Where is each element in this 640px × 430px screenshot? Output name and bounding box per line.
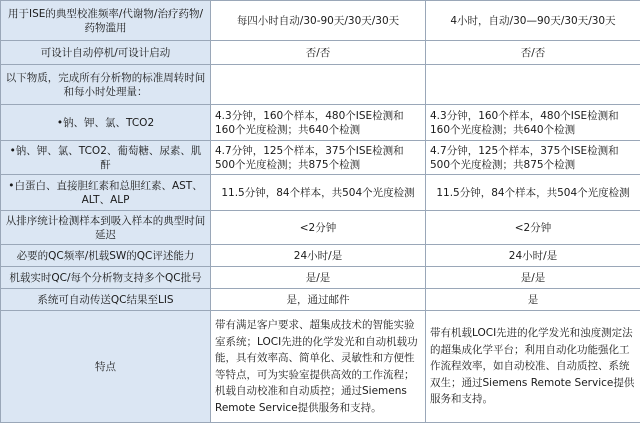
cell-col2: 是/是	[426, 267, 640, 289]
table-row	[1, 311, 640, 423]
row-label: •白蛋白、直接胆红素和总胆红素、AST、ALT、ALP	[1, 175, 211, 211]
cell-col2: 4小时，自动/30—90天/30天/30天	[426, 1, 640, 41]
table-row	[1, 267, 640, 289]
row-label: 必要的QC频率/机载SW的QC评述能力	[1, 245, 211, 267]
cell-col2: 4.7分钟，125个样本，375个ISE检测和500个光度检测；共875个检测	[426, 141, 640, 175]
cell-col1: 24小时/是	[211, 245, 426, 267]
table-row	[1, 245, 640, 267]
cell-col1: <2分钟	[211, 211, 426, 245]
row-label: •钠、钾、氯、TCO2	[1, 105, 211, 141]
table-row	[1, 175, 640, 211]
cell-col2: <2分钟	[426, 211, 640, 245]
table-row	[1, 41, 640, 65]
cell-col2: 11.5分钟，84个样本，共504个光度检测	[426, 175, 640, 211]
row-label: 从排序统计检测样本到吸入样本的典型时间延迟	[1, 211, 211, 245]
table-row	[1, 289, 640, 311]
table-row	[1, 65, 640, 105]
cell-col2: 是	[426, 289, 640, 311]
cell-col2: 4.3分钟，160个样本，480个ISE检测和160个光度检测；共640个检测	[426, 105, 640, 141]
cell-col2: 带有机载LOCI先进的化学发光和浊度测定法的超集成化学平台；利用自动化功能强化工作流程效率，如自动校准、自动质控、系统双生；通过Siemens Remote Service提供服务和支持。	[426, 311, 640, 423]
row-label: 可设计自动停机/可设计启动	[1, 41, 211, 65]
row-label: 系统可自动传送QC结果至LIS	[1, 289, 211, 311]
table-row	[1, 1, 640, 41]
cell-col1: 每四小时自动/30-90天/30天/30天	[211, 1, 426, 41]
row-label: •钠、钾、氯、TCO2、葡萄糖、尿素、肌酐	[1, 141, 211, 175]
cell-col2: 24小时/是	[426, 245, 640, 267]
table-row	[1, 141, 640, 175]
row-label: 以下物质，完成所有分析物的标准周转时间和每小时处理量：	[1, 65, 211, 105]
table-row	[1, 211, 640, 245]
cell-col1: 带有满足客户要求、超集成技术的智能实验室系统；LOCI先进的化学发光和自动机载功能，具有效率高、简单化、灵敏性和方便性等特点，可为实验室提供高效的工作流程；机载自动校准和自动质控；通过Siemens Remote Service提供服务和支持。	[211, 311, 426, 423]
cell-col1	[211, 65, 426, 105]
cell-col2	[426, 65, 640, 105]
table-row	[1, 105, 640, 141]
cell-col1: 4.3分钟，160个样本，480个ISE检测和160个光度检测；共640个检测	[211, 105, 426, 141]
cell-col1: 是/是	[211, 267, 426, 289]
cell-col2: 否/否	[426, 41, 640, 65]
row-label: 用于ISE的典型校准频率/代谢物/治疗药物/药物滥用	[1, 1, 211, 41]
cell-col1: 4.7分钟，125个样本，375个ISE检测和500个光度检测；共875个检测	[211, 141, 426, 175]
cell-col1: 是，通过邮件	[211, 289, 426, 311]
row-label: 特点	[1, 311, 211, 423]
row-label: 机载实时QC/每个分析物支持多个QC批号	[1, 267, 211, 289]
cell-col1: 11.5分钟，84个样本，共504个光度检测	[211, 175, 426, 211]
cell-col1: 否/否	[211, 41, 426, 65]
